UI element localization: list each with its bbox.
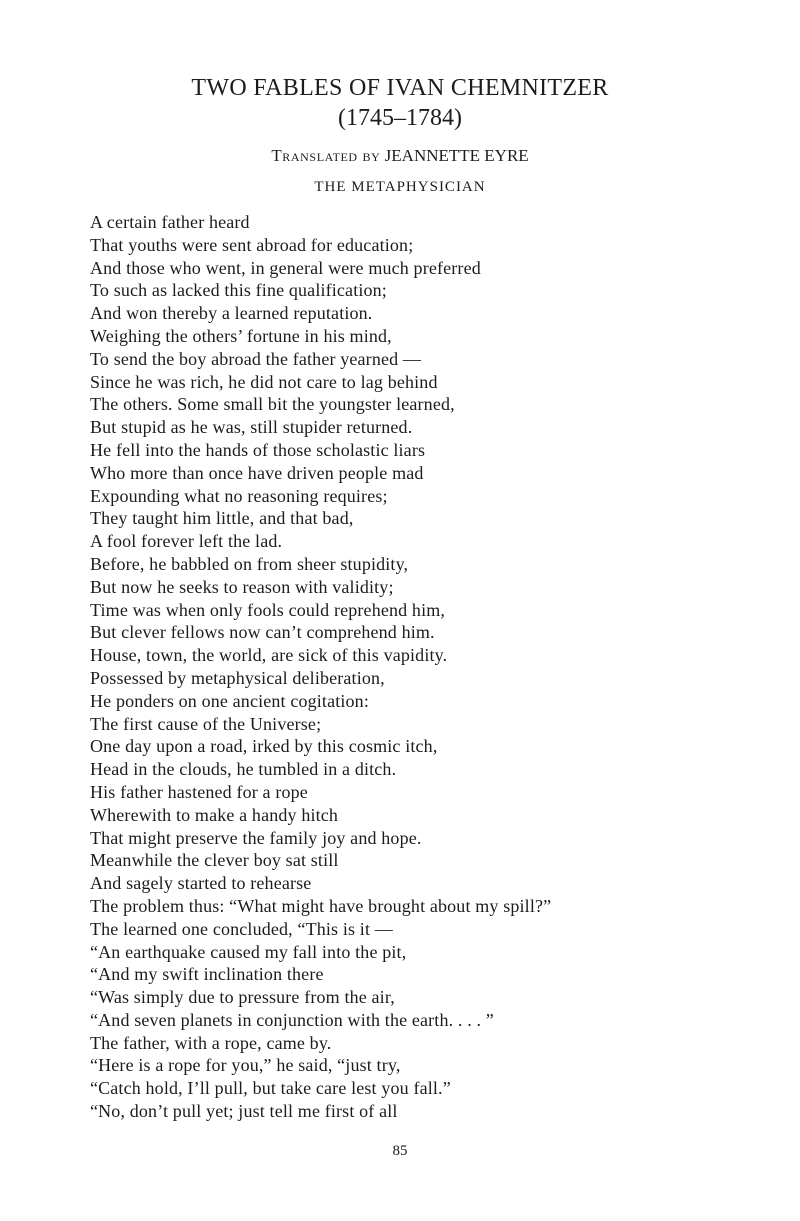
poem-line: But now he seeks to reason with validity; (90, 576, 394, 597)
poem-line: He ponders on one ancient cogitation: (90, 690, 369, 711)
poem-line: One day upon a road, irked by this cosmic itch, (90, 736, 438, 757)
poem-line: That might preserve the family joy and hope. (90, 827, 422, 848)
poem-line: The problem thus: “What might have brought about my spill?” (90, 895, 552, 916)
poem-line: Weighing the others’ fortune in his mind, (90, 325, 392, 346)
poem-line: A certain father heard (90, 212, 250, 232)
poem-line: “And seven planets in conjunction with the earth. . . . ” (90, 1009, 494, 1030)
poem-line: Wherewith to make a handy hitch (90, 804, 339, 825)
poem-line: To send the boy abroad the father yearned — (90, 348, 422, 369)
poem-line: Since he was rich, he did not care to lag behind (90, 371, 438, 392)
poem-line: “And my swift inclination there (90, 964, 324, 985)
poem-line: And won thereby a learned reputation. (90, 303, 373, 324)
poem-line: Possessed by metaphysical deliberation, (90, 667, 385, 688)
poem-line: That youths were sent abroad for education; (90, 234, 414, 255)
poem-line: The others. Some small bit the youngster learned, (90, 394, 455, 415)
author-dates: (1745–1784) (338, 105, 462, 131)
translated-by-label: Translated by (271, 146, 381, 165)
poem-text (90, 211, 790, 1123)
poem-line: And sagely started to rehearse (90, 873, 312, 894)
poem-line: “An earthquake caused my fall into the pit, (90, 941, 407, 962)
poem-line: “Here is a rope for you,” he said, “just try, (90, 1055, 401, 1076)
poem-line: But stupid as he was, still stupider returned. (90, 417, 413, 438)
page-number: 85 (392, 1143, 408, 1159)
poem-line: Time was when only fools could reprehend him, (90, 599, 446, 620)
poem-line: Expounding what no reasoning requires; (90, 485, 388, 506)
translator-name: JEANNETTE EYRE (384, 146, 529, 165)
poem-line: A fool forever left the lad. (90, 531, 283, 552)
poem-line: “No, don’t pull yet; just tell me first of all (90, 1101, 398, 1122)
poem-line: They taught him little, and that bad, (90, 508, 354, 529)
poem-title: THE METAPHYSICIAN (314, 179, 486, 195)
poem-line: He fell into the hands of those scholastic liars (90, 439, 426, 460)
poem-line: His father hastened for a rope (90, 781, 308, 802)
poem-line: To such as lacked this fine qualification; (90, 280, 387, 301)
poem-line: Meanwhile the clever boy sat still (90, 850, 339, 871)
poem-line: Head in the clouds, he tumbled in a ditch. (90, 759, 397, 780)
poem-line: The first cause of the Universe; (90, 713, 322, 734)
poem-line: “Was simply due to pressure from the air, (90, 987, 395, 1008)
poem-line: But clever fellows now can’t comprehend him. (90, 622, 435, 643)
poem-line: The learned one concluded, “This is it — (90, 918, 393, 939)
poem-line: “Catch hold, I’ll pull, but take care lest you fall.” (90, 1078, 451, 1099)
translator-credit (0, 146, 800, 166)
poem-line: House, town, the world, are sick of this vapidity. (90, 645, 448, 666)
page-title: TWO FABLES OF IVAN CHEMNITZER (191, 75, 609, 101)
poem-line: Who more than once have driven people mad (90, 462, 424, 483)
poem-line: The father, with a rope, came by. (90, 1032, 332, 1053)
poem-line: Before, he babbled on from sheer stupidity, (90, 553, 409, 574)
poem-line: And those who went, in general were much preferred (90, 257, 481, 278)
